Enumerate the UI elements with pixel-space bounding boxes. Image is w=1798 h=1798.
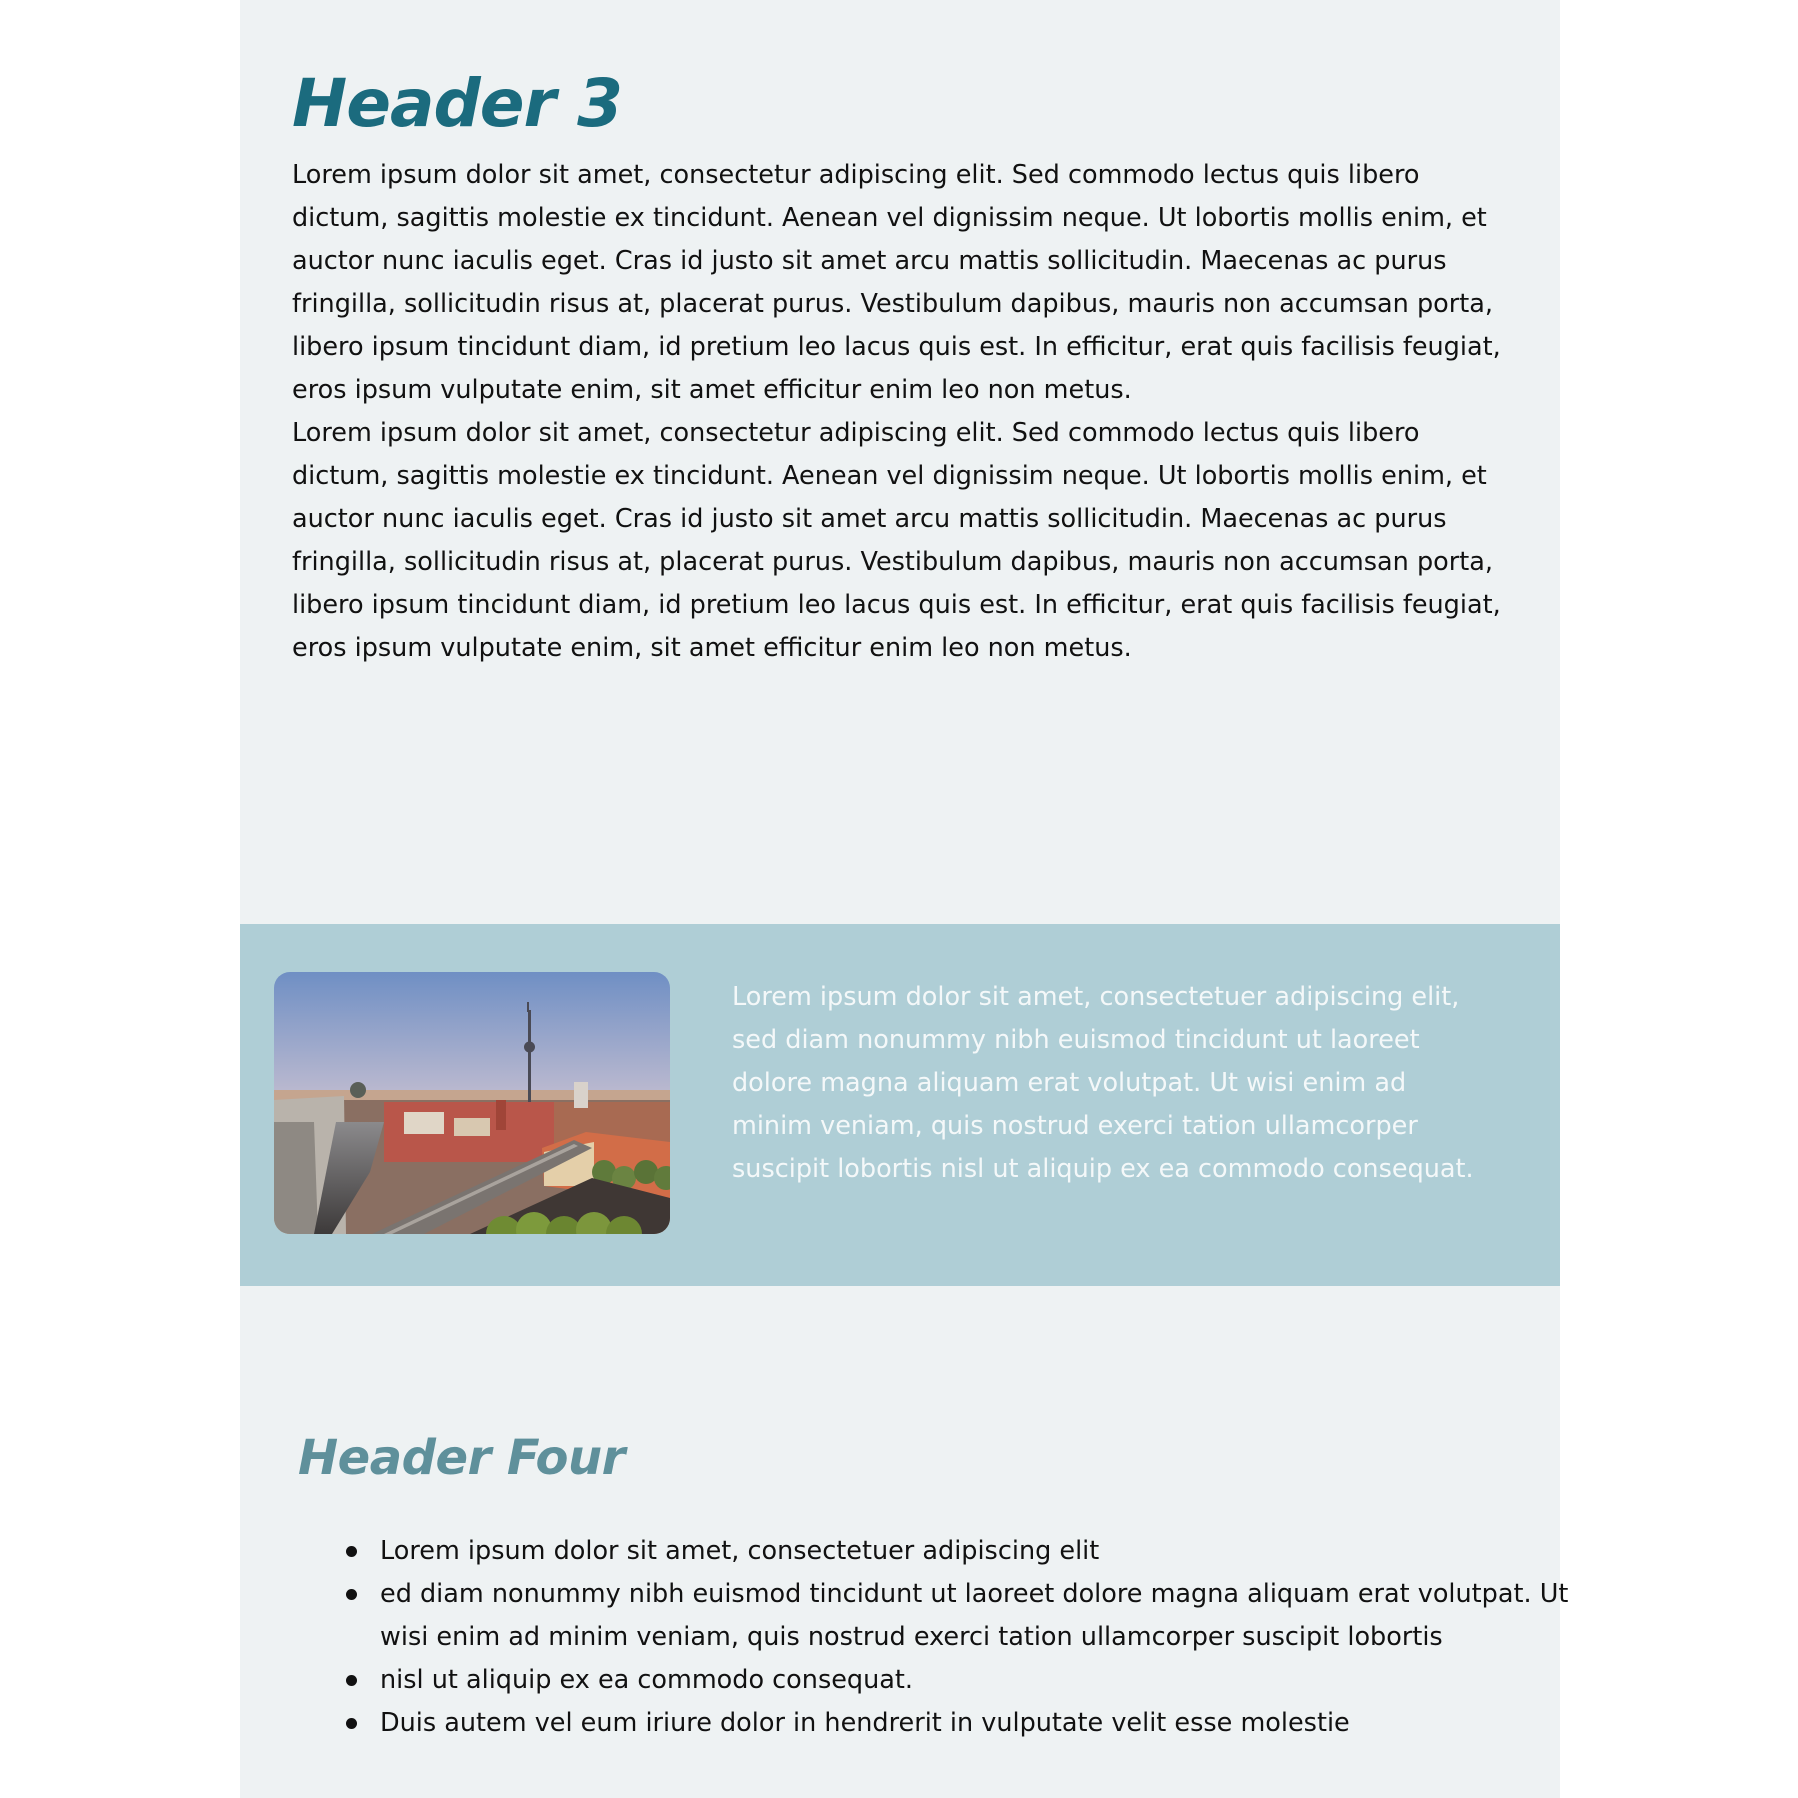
bullet-list bbox=[328, 1530, 1580, 1745]
list-item-text: nisl ut aliquip ex ea commodo consequat. bbox=[380, 1665, 913, 1695]
header-3-title: Header 3 bbox=[292, 65, 622, 142]
list-item bbox=[380, 1702, 1580, 1745]
header-3-section bbox=[240, 0, 1560, 924]
list-item-text: ed diam nonummy nibh euismod tincidunt ut laoreet dolore magna aliquam erat volutpat. Ut wisi enim ad minim veniam, quis nostrud exerci tation ullamcorper suscipit lobortis bbox=[380, 1579, 1569, 1652]
list-item-text: Lorem ipsum dolor sit amet, consectetuer adipiscing elit bbox=[380, 1536, 1100, 1566]
header-3-body bbox=[292, 154, 1522, 670]
city-skyline-photo bbox=[274, 972, 670, 1234]
feature-text: Lorem ipsum dolor sit amet, consectetuer adipiscing elit, sed diam nonummy nibh euismod tincidunt ut laoreet dolore magna aliquam erat volutpat. Ut wisi enim ad minim veniam, quis nostrud exerci tation ullamcorper suscipit lobortis nisl ut aliquip ex ea commodo consequat. bbox=[732, 982, 1474, 1184]
bullet-icon bbox=[346, 1718, 357, 1729]
list-item bbox=[380, 1659, 1580, 1702]
content-page bbox=[240, 0, 1569, 1798]
bullet-icon bbox=[346, 1546, 357, 1557]
list-item-text: Duis autem vel eum iriure dolor in hendrerit in vulputate velit esse molestie bbox=[380, 1708, 1350, 1738]
list-item bbox=[380, 1573, 1580, 1659]
header-4-title: Header Four bbox=[298, 1430, 625, 1486]
bullet-icon bbox=[346, 1675, 357, 1686]
paragraph: Lorem ipsum dolor sit amet, consectetur adipiscing elit. Sed commodo lectus quis libero dictum, sagittis molestie ex tincidunt. Aenean vel dignissim neque. Ut lobortis mollis enim, et auctor nunc iaculis eget. Cras id justo sit amet arcu mattis sollicitudin. Maecenas ac purus fringilla, sollicitudin risus at, placerat purus. Vestibulum dapibus, mauris non accumsan porta, libero ipsum tincidunt diam, id pretium leo lacus quis est. In efficitur, erat quis facilisis feugiat, eros ipsum vulputate enim, sit amet efficitur enim leo non metus. bbox=[292, 418, 1501, 663]
list-item bbox=[380, 1530, 1580, 1573]
bullet-icon bbox=[346, 1589, 357, 1600]
feature-band bbox=[240, 924, 1560, 1286]
paragraph: Lorem ipsum dolor sit amet, consectetur adipiscing elit. Sed commodo lectus quis libero dictum, sagittis molestie ex tincidunt. Aenean vel dignissim neque. Ut lobortis mollis enim, et auctor nunc iaculis eget. Cras id justo sit amet arcu mattis sollicitudin. Maecenas ac purus fringilla, sollicitudin risus at, placerat purus. Vestibulum dapibus, mauris non accumsan porta, libero ipsum tincidunt diam, id pretium leo lacus quis est. In efficitur, erat quis facilisis feugiat, eros ipsum vulputate enim, sit amet efficitur enim leo non metus. bbox=[292, 160, 1501, 405]
